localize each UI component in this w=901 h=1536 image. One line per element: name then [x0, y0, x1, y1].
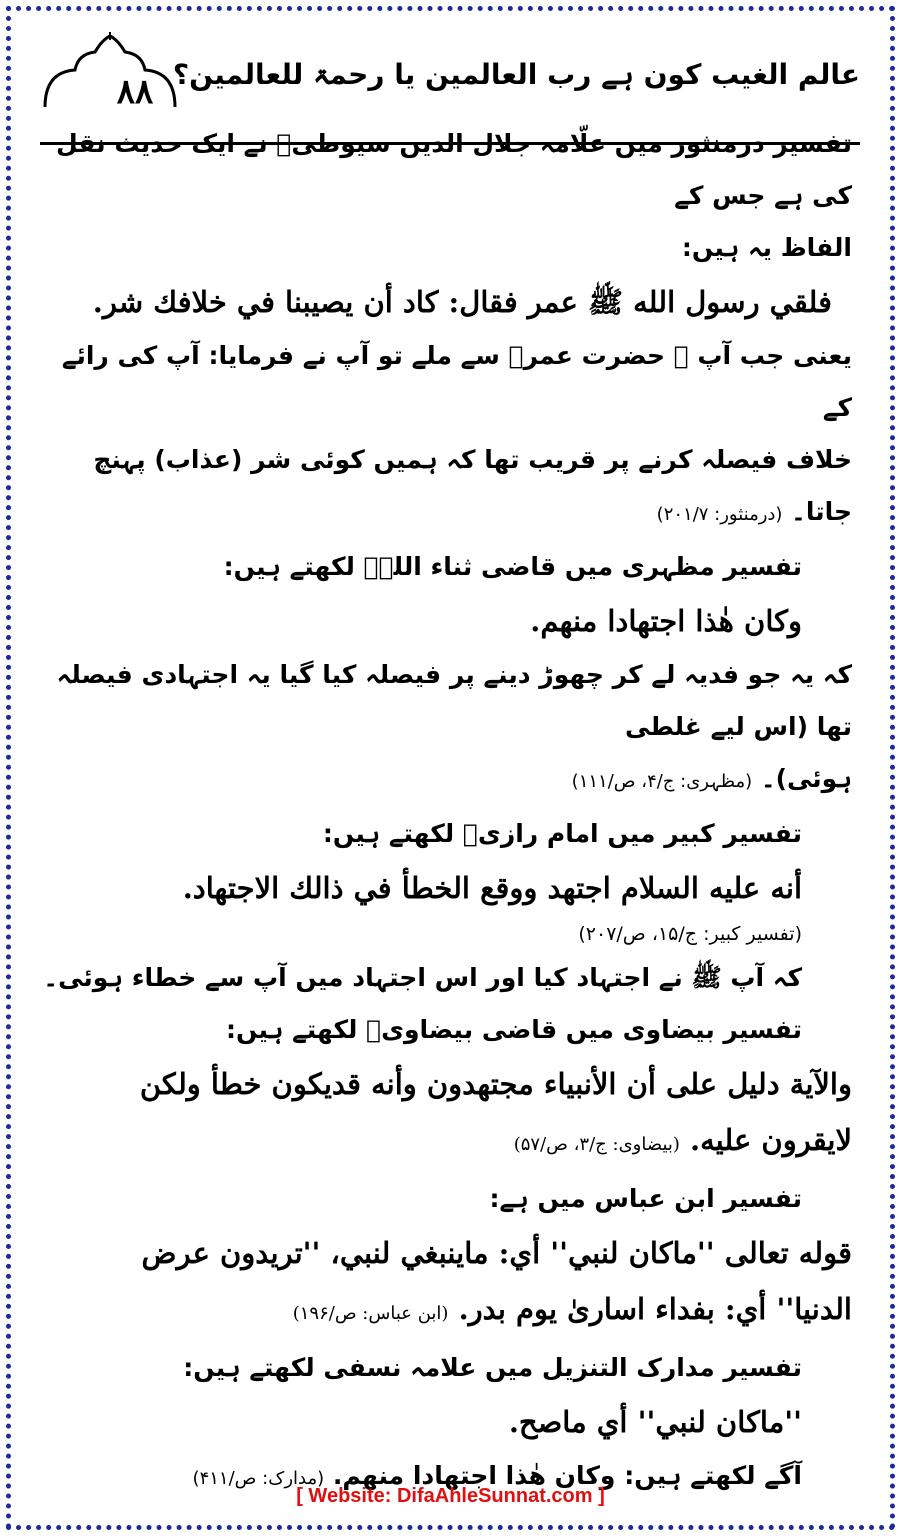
page-number: ۸۸: [116, 72, 154, 112]
citation: (مدارک: ص/۴۱۱): [192, 1468, 325, 1489]
translation: [40, 753, 852, 808]
citation: (درمنثور: ۲۰۱/۷): [656, 504, 783, 525]
arabic-quote: [40, 1112, 852, 1173]
citation: (بیضاوی: ج/۳، ص/۵۷): [513, 1134, 680, 1155]
arabic-quote: وكان هٰذا اجتهادا منهم.: [530, 604, 802, 638]
paragraph: تفسیر درمنثور میں علّامہ جلال الدین سیوطیؒ نے ایک حدیث نقل کی ہے جس کے: [55, 129, 852, 210]
citation: (ابن عباس: ص/۱۹۶): [292, 1303, 449, 1324]
arabic-quote: فلقي رسول الله ﷺ عمر فقال: كاد أن يصيبنا في خلافك شر.: [92, 285, 832, 319]
website-link[interactable]: [ Website: DifaAhleSunnat.com ]: [296, 1485, 605, 1507]
translation: کہ آپ ﷺ نے اجتہاد کیا اور اس اجتہاد میں آپ سے خطاء ہوئی۔: [43, 963, 802, 992]
paragraph: الفاظ یہ ہیں:: [681, 233, 852, 262]
citation: (مظہری: ج/۴، ص/۱۱۱): [571, 771, 753, 792]
arabic-text: الدنيا'' أي: بفداء اسارىٰ يوم بدر.: [458, 1292, 852, 1326]
arabic-quote: ''ماكان لنبي'' أي ماصح.: [508, 1405, 802, 1439]
page-title: عالم الغیب کون ہے رب العالمین یا رحمۃ للعالمین؟: [172, 58, 860, 91]
translation: کہ یہ جو فدیہ لے کر چھوڑ دینے پر فیصلہ کیا گیا یہ اجتہادی فیصلہ تھا (اس لیے غلطی: [56, 660, 852, 741]
arabic-quote: أنه عليه السلام اجتهد ووقع الخطأ في ذالك الاجتهاد.: [182, 871, 802, 905]
citation: (تفسیر کبیر: ج/۱۵، ص/۲۰۷): [578, 923, 802, 945]
translation-text: خلاف فیصلہ کرنے پر قریب تھا کہ ہمیں کوئی شر (عذاب) پہنچ جاتا۔: [93, 445, 852, 526]
page-header: [40, 32, 860, 112]
translation-text: ہوئی)۔: [760, 764, 852, 793]
paragraph: تفسیر مظہری میں قاضی ثناء اللہؒ لکھتے ہیں:: [223, 552, 802, 581]
arabic-text: وكان هٰذا اجتهادا منهم.: [332, 1461, 616, 1490]
paragraph: تفسیر کبیر میں امام رازیؒ لکھتے ہیں:: [322, 819, 802, 848]
arabic-text: لايقرون عليه.: [690, 1123, 852, 1157]
arabic-quote: [40, 1281, 852, 1342]
page-body: [40, 118, 852, 1505]
paragraph: تفسیر ابن عباس میں ہے:: [489, 1184, 802, 1213]
paragraph-text: آگے لکھتے ہیں:: [624, 1461, 802, 1490]
translation: یعنی جب آپ ﷺ حضرت عمرؓ سے ملے تو آپ نے فرمایا: آپ کی رائے کے: [61, 341, 852, 422]
arabic-quote: قوله تعالى ''ماكان لنبي'' أي: ماينبغي لنبي، ''تريدون عرض: [141, 1236, 852, 1270]
arabic-quote: والآية دليل على أن الأنبياء مجتهدون وأنه قديكون خطأ ولكن: [139, 1067, 852, 1101]
paragraph: تفسیر مدارک التنزیل میں علامہ نسفی لکھتے ہیں:: [183, 1353, 802, 1382]
translation: [40, 434, 852, 541]
paragraph: تفسیر بیضاوی میں قاضی بیضاویؒ لکھتے ہیں:: [226, 1015, 802, 1044]
